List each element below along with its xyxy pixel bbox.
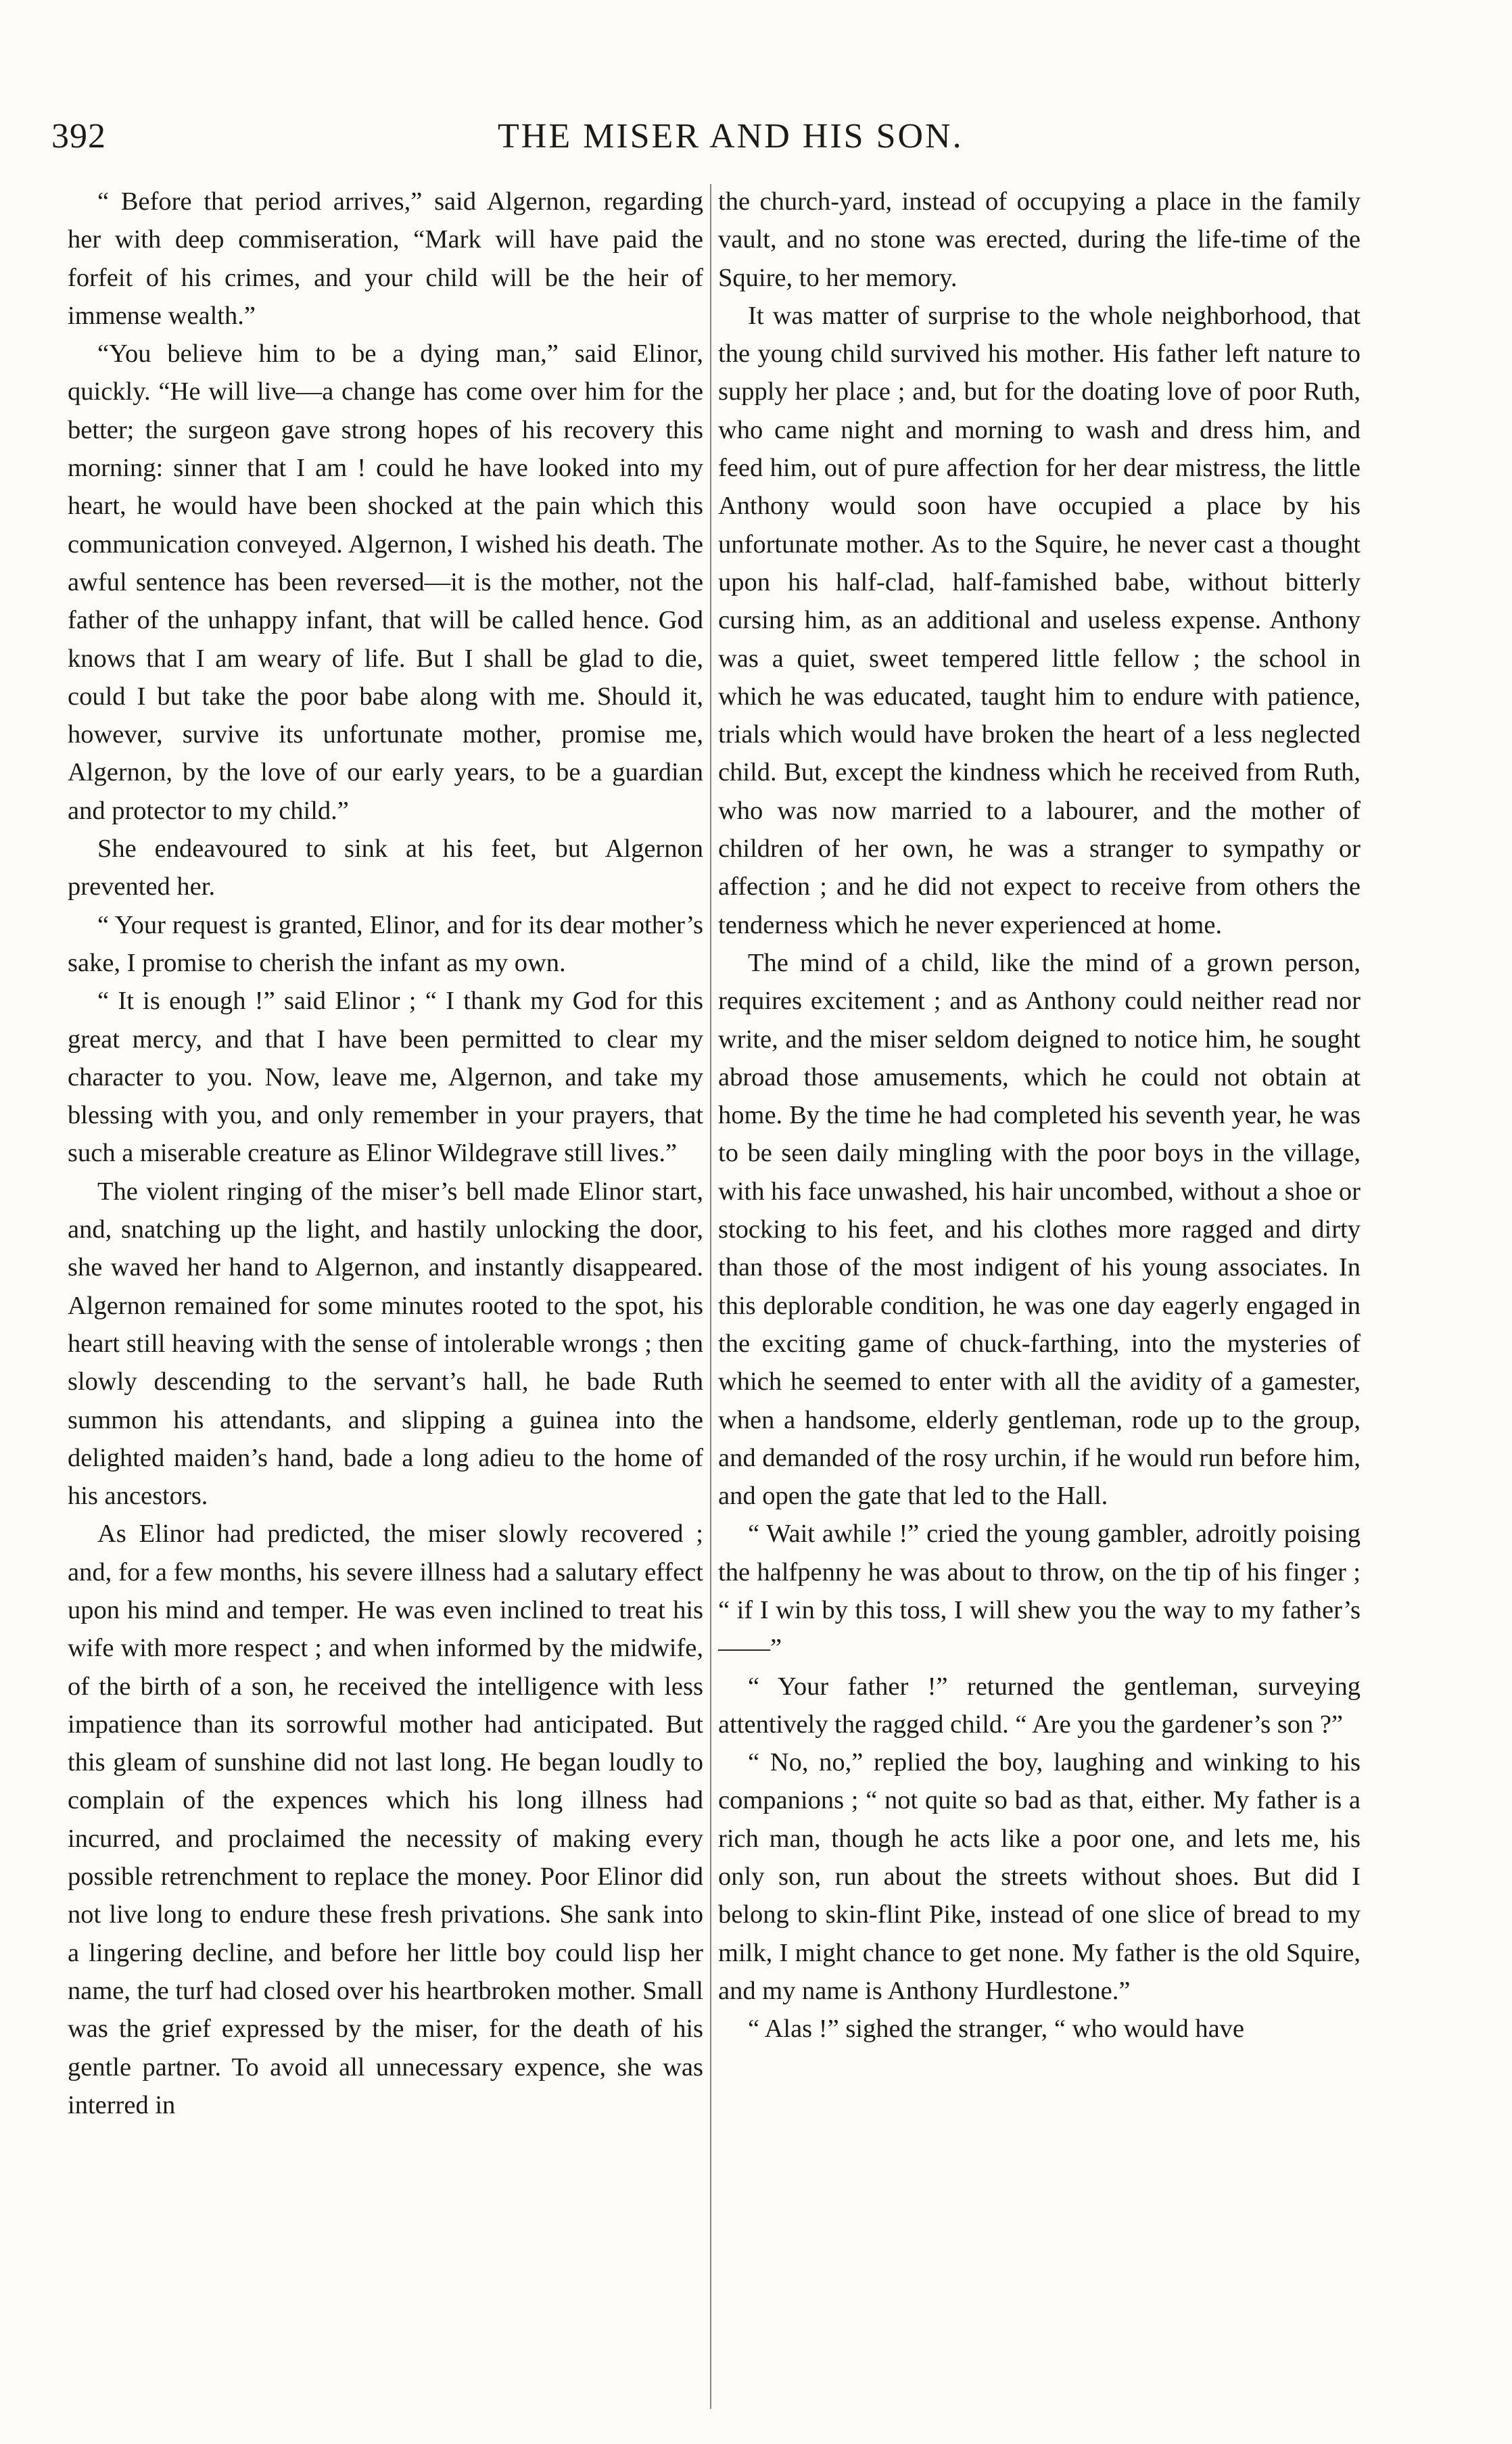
paragraph: As Elinor had predicted, the miser slowly recovered ; and, for a few months, his severe illness had a salutary effect upon his mind and temper. He was even inclined to treat his wife with more respect ; and when informed by the midwife, of the birth of a son, he received the intelligence with less impatience than its sorrowful mother had anticipated. But this gleam of sunshine did not last long. He began loudly to complain of the expences which his long illness had incurred, and proclaimed the necessity of making every possible retrenchment to replace the money. Poor Elinor did not live long to endure these fresh privations. She sank into a lingering decline, and before her little boy could lisp her name, the turf had closed over his heartbroken mother. Small was the grief expressed by the miser, for the death of his gentle partner. To avoid all unnecessary expence, she was interred in xyxy=(68,1520,703,2119)
paragraph: The violent ringing of the miser’s bell made Elinor start, and, snatching up the light, and hastily unlocking the door, she waved her hand to Algernon, and instantly disappeared. Algernon remained for some minutes rooted to the spot, his heart still heaving with the sense of intolerable wrongs ; then slowly descending to the servant’s hall, he bade Ruth summon his attendants, and slipping a guinea into the delighted maiden’s hand, bade a long adieu to the home of his ancestors. xyxy=(68,1177,703,1511)
paragraph: “ Wait awhile !” cried the young gambler, adroitly poising the halfpenny he was about to throw, on the tip of his finger ; “ if I win by this toss, I will shew you the way to my father’s ——” xyxy=(718,1520,1361,1663)
paragraph: “ No, no,” replied the boy, laughing and winking to his companions ; “ not quite so bad as that, either. My father is a rich man, though he acts like a poor one, and lets me, his only son, run about the streets without shoes. But did I belong to skin-flint Pike, instead of one slice of bread to my milk, I might chance to get none. My father is the old Squire, and my name is Anthony Hurdlestone.” xyxy=(718,1748,1361,2005)
paragraph: “You believe him to be a dying man,” said Elinor, quickly. “He will live—a change has come over him for the better; the surgeon gave strong hopes of his recovery this morning: sinner that I am ! could he have looked into my heart, he would have been shocked at the pain which this communication conveyed. Algernon, I wished his death. The awful sentence has been reversed—it is the mother, not the father of the unhappy infant, that will be called hence. God knows that I am weary of life. But I shall be glad to die, could I but take the poor babe along with me. Should it, however, survive its unfortunate mother, promise me, Algernon, by the love of our early years, to be a guardian and protector to my child.” xyxy=(68,339,703,825)
paragraph: “ It is enough !” said Elinor ; “ I thank my God for this great mercy, and that I have been permitted to clear my character to you. Now, leave me, Algernon, and take my blessing with you, and only remember in your prayers, that such a miserable creature as Elinor Wildegrave still lives.” xyxy=(68,987,703,1168)
paragraph-continued: the church-yard, instead of occupying a place in the family vault, and no stone was erected, during the life-time of the Squire, to her memory. xyxy=(718,187,1361,292)
paragraph: “ Alas !” sighed the stranger, “ who would have xyxy=(748,2015,1245,2044)
running-title: THE MISER AND HIS SON. xyxy=(498,117,964,156)
page-header xyxy=(51,116,1404,170)
page-number: 392 xyxy=(51,117,106,156)
column-divider xyxy=(710,184,711,2409)
right-column xyxy=(718,183,1361,2048)
paragraph: It was matter of surprise to the whole neighborhood, that the young child survived his mother. His father left nature to supply her place ; and, but for the doating love of poor Ruth, who came night and morning to wash and dress him, and feed him, out of pure affection for her dear mistress, the little Anthony would soon have occupied a place by his unfortunate mother. As to the Squire, he never cast a thought upon his half-clad, half-famished babe, without bitterly cursing him, as an additional and useless expense. Anthony was a quiet, sweet tempered little fellow ; the school in which he was educated, taught him to endure with patience, trials which would have broken the heart of a less neglected child. But, except the kindness which he received from Ruth, who was now married to a labourer, and the mother of children of her own, he was a stranger to sympathy or affection ; and he did not expect to receive from others the tenderness which he never experienced at home. xyxy=(718,301,1361,939)
paragraph: The mind of a child, like the mind of a grown person, requires excitement ; and as Anthony could neither read nor write, and the miser seldom deigned to notice him, he sought abroad those amusements, which he could not obtain at home. By the time he had completed his seventh year, he was to be seen daily mingling with the poor boys in the village, with his face unwashed, his hair uncombed, without a shoe or stocking to his feet, and his clothes more ragged and dirty than those of the most indigent of his young associates. In this deplorable condition, he was one day eagerly engaged in the exciting game of chuck-farthing, into the mysteries of which he seemed to enter with all the avidity of a gamester, when a handsome, elderly gentleman, rode up to the group, and demanded of the rosy urchin, if he would run before him, and open the gate that led to the Hall. xyxy=(718,948,1361,1511)
paragraph: “ Before that period arrives,” said Algernon, regarding her with deep commiseration, “Mark will have paid the forfeit of his crimes, and your child will be the heir of immense wealth.” xyxy=(68,187,703,330)
paragraph: “ Your request is granted, Elinor, and for its dear mother’s sake, I promise to cherish the infant as my own. xyxy=(68,910,703,977)
paragraph: “ Your father !” returned the gentleman, surveying attentively the ragged child. “ Are you the gardener’s son ?” xyxy=(718,1672,1361,1739)
paragraph: She endeavoured to sink at his feet, but Algernon prevented her. xyxy=(68,835,703,901)
left-column xyxy=(68,183,703,2124)
